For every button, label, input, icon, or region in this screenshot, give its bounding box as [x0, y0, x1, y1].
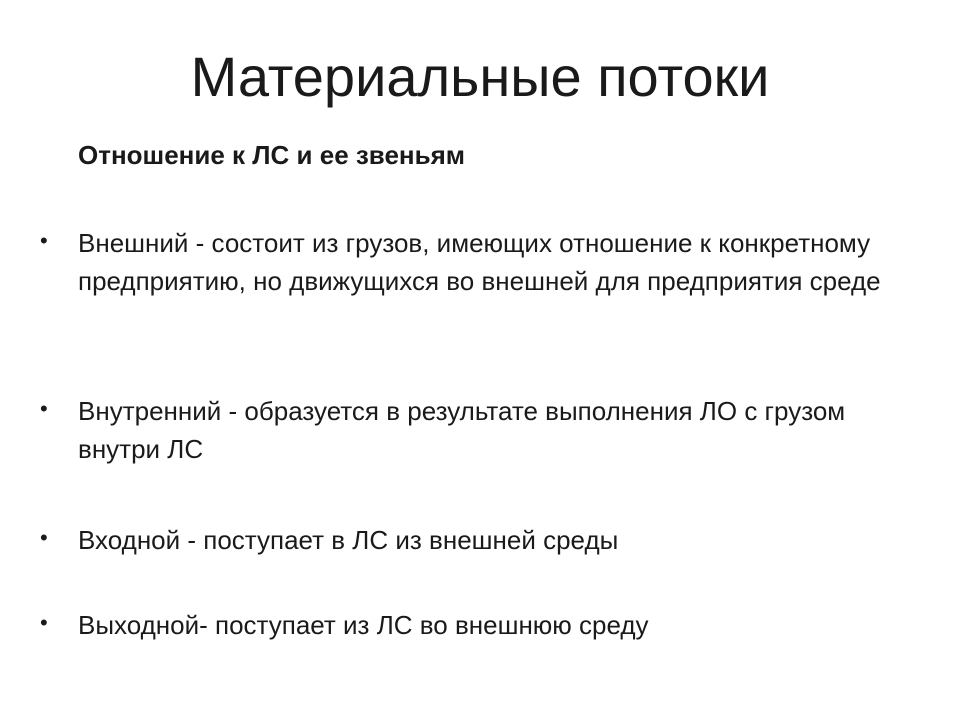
slide-title: Материальные потоки [190, 45, 770, 108]
bullet-dot-icon: • [40, 228, 48, 253]
bullet-text: Входной - поступает в ЛС из внешней среды [78, 525, 619, 555]
bullet-text: Выходной- поступает из ЛС во внешнюю среду [78, 610, 649, 640]
bullet-text: Внешний - состоит из грузов, имеющих отношение к конкретному предприятию, но движущихся во внешней для предприятия среде [78, 228, 881, 296]
bullet-dot-icon: • [40, 396, 48, 421]
bullet-text: Внутренний - образуется в результате выполнения ЛО с грузом внутри ЛС [78, 396, 846, 464]
bullet-dot-icon: • [40, 525, 48, 550]
bullet-dot-icon: • [40, 610, 48, 635]
slide-subtitle: Отношение к ЛС и ее звеньям [78, 140, 465, 170]
